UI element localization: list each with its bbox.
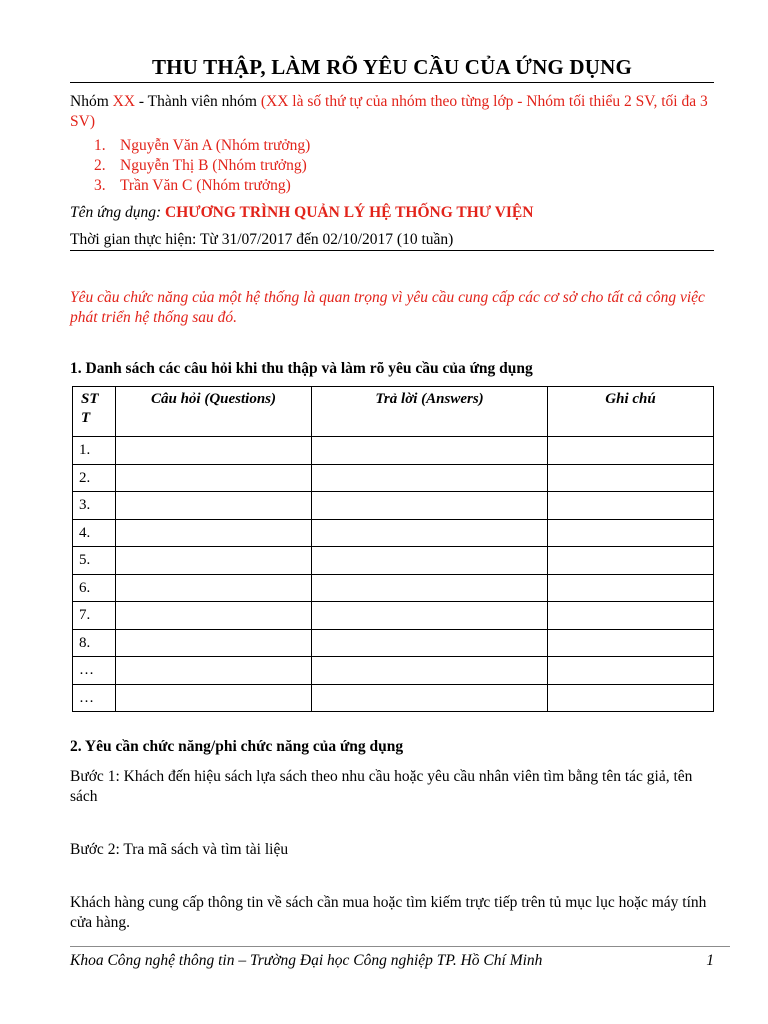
table-row <box>73 464 714 492</box>
title-rule <box>70 82 714 83</box>
question-cell[interactable] <box>116 657 312 685</box>
note-cell[interactable] <box>548 464 714 492</box>
row-number: … <box>73 684 116 712</box>
table-row <box>73 437 714 465</box>
header-answers: Trả lời (Answers) <box>312 387 548 437</box>
answer-cell[interactable] <box>312 519 548 547</box>
page-footer <box>70 952 714 970</box>
question-cell[interactable] <box>116 492 312 520</box>
table-row <box>73 657 714 685</box>
note-cell[interactable] <box>548 657 714 685</box>
step-1-paragraph: Bước 1: Khách đến hiệu sách lựa sách theo nhu cầu hoặc yêu cầu nhân viên tìm bằng tên tác giả, tên sách <box>70 768 693 805</box>
table-row <box>73 492 714 520</box>
app-name-value: CHƯƠNG TRÌNH QUẢN LÝ HỆ THỐNG THƯ VIỆN <box>165 204 534 221</box>
answer-cell[interactable] <box>312 602 548 630</box>
app-name-line <box>70 203 720 223</box>
table-row <box>73 574 714 602</box>
note-cell[interactable] <box>548 547 714 575</box>
answer-cell[interactable] <box>312 657 548 685</box>
note-cell[interactable] <box>548 492 714 520</box>
header-stt: ST T <box>73 387 116 437</box>
row-number: 3. <box>73 492 116 520</box>
member-number: 3. <box>94 177 106 194</box>
member-number: 1. <box>94 137 106 154</box>
answer-cell[interactable] <box>312 437 548 465</box>
note-cell[interactable] <box>548 684 714 712</box>
note-cell[interactable] <box>548 629 714 657</box>
table-row <box>73 629 714 657</box>
footer-rule <box>70 946 730 947</box>
row-number: 1. <box>73 437 116 465</box>
row-number: 2. <box>73 464 116 492</box>
row-number: 5. <box>73 547 116 575</box>
question-cell[interactable] <box>116 629 312 657</box>
answer-cell[interactable] <box>312 574 548 602</box>
time-line: Thời gian thực hiện: Từ 31/07/2017 đến 02/10/2017 (10 tuần) <box>70 231 454 248</box>
app-name-label: Tên ứng dụng: <box>70 204 162 221</box>
member-item <box>70 156 310 176</box>
note-cell[interactable] <box>548 574 714 602</box>
questions-table <box>72 386 714 712</box>
step-2-paragraph: Bước 2: Tra mã sách và tìm tài liệu <box>70 841 289 858</box>
member-name: Nguyễn Thị B (Nhóm trưởng) <box>120 157 307 174</box>
question-cell[interactable] <box>116 602 312 630</box>
member-list <box>70 136 310 196</box>
answer-cell[interactable] <box>312 547 548 575</box>
section-1-heading: 1. Danh sách các câu hỏi khi thu thập và làm rõ yêu cầu của ứng dụng <box>70 360 533 377</box>
question-cell[interactable] <box>116 574 312 602</box>
member-number: 2. <box>94 157 106 174</box>
page-number: 1 <box>706 952 714 969</box>
footer-text: Khoa Công nghệ thông tin – Trường Đại học Công nghiệp TP. Hồ Chí Minh <box>70 952 543 969</box>
table-row <box>73 519 714 547</box>
question-cell[interactable] <box>116 464 312 492</box>
group-line <box>70 92 720 132</box>
group-middle: - Thành viên nhóm <box>135 93 261 110</box>
member-name: Trần Văn C (Nhóm trưởng) <box>120 177 291 194</box>
member-item <box>70 136 310 156</box>
group-prefix: Nhóm <box>70 93 113 110</box>
document-title: THU THẬP, LÀM RÕ YÊU CẦU CỦA ỨNG DỤNG <box>151 55 633 79</box>
member-name: Nguyễn Văn A (Nhóm trưởng) <box>120 137 311 154</box>
table-row <box>73 547 714 575</box>
note-cell[interactable] <box>548 602 714 630</box>
customer-paragraph: Khách hàng cung cấp thông tin về sách cần mua hoặc tìm kiếm trực tiếp trên tủ mục lục hoặc máy tính cửa hàng. <box>70 894 707 931</box>
row-number: … <box>73 657 116 685</box>
question-cell[interactable] <box>116 547 312 575</box>
table-header-row <box>73 387 714 437</box>
group-note: (XX là số thứ tự của nhóm theo từng lớp - Nhóm tối thiểu 2 SV, tối đa 3 SV) <box>70 93 708 130</box>
header-questions: Câu hỏi (Questions) <box>116 387 312 437</box>
answer-cell[interactable] <box>312 492 548 520</box>
section-2-heading: 2. Yêu cần chức năng/phi chức năng của ứng dụng <box>70 738 404 755</box>
question-cell[interactable] <box>116 684 312 712</box>
header-rule <box>70 250 714 251</box>
note-cell[interactable] <box>548 437 714 465</box>
table-row <box>73 684 714 712</box>
intro-paragraph: Yêu cầu chức năng của một hệ thống là quan trọng vì yêu cầu cung cấp các cơ sở cho tất cả công việc phát triển hệ thống sau đó. <box>70 289 705 326</box>
member-item <box>70 176 310 196</box>
answer-cell[interactable] <box>312 684 548 712</box>
question-cell[interactable] <box>116 437 312 465</box>
answer-cell[interactable] <box>312 464 548 492</box>
row-number: 4. <box>73 519 116 547</box>
row-number: 7. <box>73 602 116 630</box>
question-cell[interactable] <box>116 519 312 547</box>
row-number: 8. <box>73 629 116 657</box>
header-notes: Ghi chú <box>548 387 714 437</box>
row-number: 6. <box>73 574 116 602</box>
note-cell[interactable] <box>548 519 714 547</box>
answer-cell[interactable] <box>312 629 548 657</box>
group-number: XX <box>112 93 136 110</box>
table-row <box>73 602 714 630</box>
